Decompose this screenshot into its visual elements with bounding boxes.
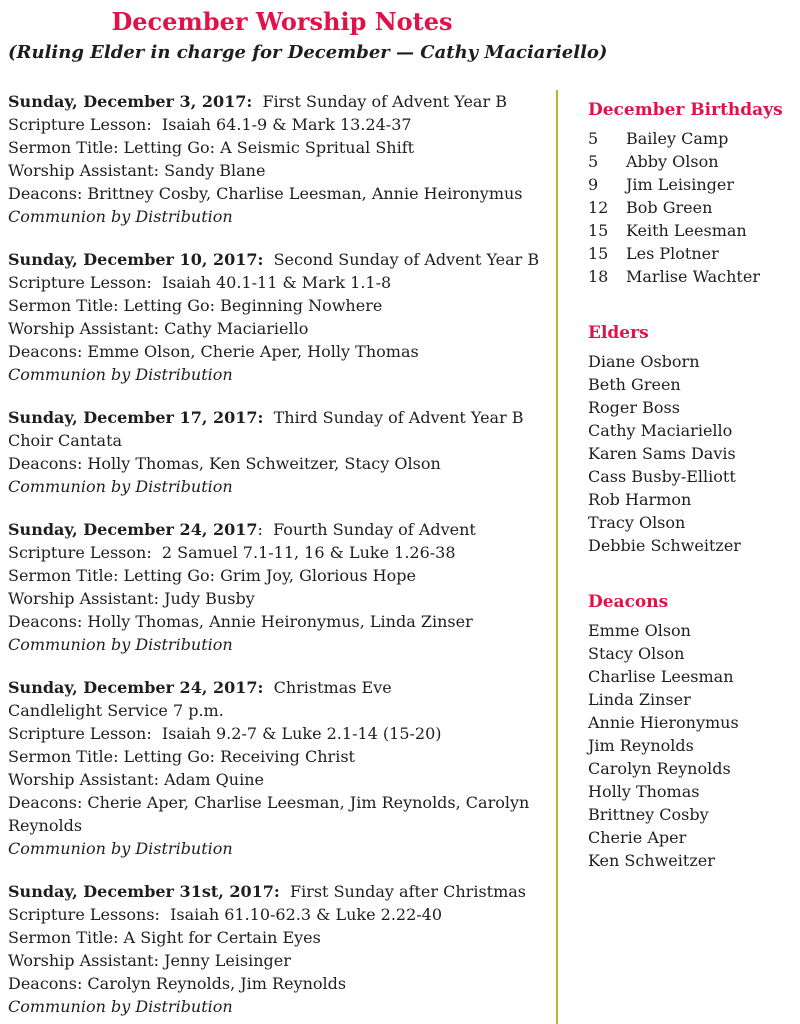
communion-note: Communion by Distribution bbox=[8, 207, 233, 226]
service-name: Second Sunday of Advent Year B bbox=[263, 250, 540, 269]
deacons-title: Deacons bbox=[588, 592, 669, 612]
birthday-day: 12 bbox=[588, 198, 609, 217]
sermon-title-line: Sermon Title: Letting Go: A Seismic Spritual Shift bbox=[8, 138, 415, 157]
deacon-name: Charlise Leesman bbox=[588, 667, 734, 686]
scripture-lesson-line: Scripture Lesson: Isaiah 64.1-9 & Mark 13.24-37 bbox=[8, 115, 412, 134]
deacon-name: Emme Olson bbox=[588, 621, 691, 640]
deacon-name: Holly Thomas bbox=[588, 782, 700, 801]
service-date: Sunday, December 24, 2017 bbox=[8, 520, 258, 539]
deacons-line: Deacons: Holly Thomas, Ken Schweitzer, Stacy Olson bbox=[8, 454, 441, 473]
worship-notes-column bbox=[8, 90, 556, 1024]
communion-note: Communion by Distribution bbox=[8, 997, 233, 1016]
elder-name: Cass Busby-Elliott bbox=[588, 467, 736, 486]
content-columns bbox=[8, 90, 800, 1024]
birthday-name: Keith Leesman bbox=[626, 221, 747, 240]
service-heading bbox=[8, 518, 550, 541]
elder-name: Diane Osborn bbox=[588, 352, 700, 371]
birthday-name: Abby Olson bbox=[626, 152, 719, 171]
elders-section bbox=[588, 322, 796, 557]
elder-name: Rob Harmon bbox=[588, 490, 692, 509]
birthday-item bbox=[588, 127, 796, 150]
deacons-line: Deacons: Brittney Cosby, Charlise Leesman, Annie Heironymus bbox=[8, 184, 523, 203]
service-entry-dec-24-morning bbox=[8, 518, 550, 656]
deacon-name: Annie Hieronymus bbox=[588, 713, 739, 732]
communion-note: Communion by Distribution bbox=[8, 839, 233, 858]
worship-assistant-line: Worship Assistant: Adam Quine bbox=[8, 770, 264, 789]
communion-note: Communion by Distribution bbox=[8, 365, 233, 384]
deacon-name: Stacy Olson bbox=[588, 644, 685, 663]
deacon-name: Linda Zinser bbox=[588, 690, 691, 709]
elder-name: Karen Sams Davis bbox=[588, 444, 736, 463]
service-date: Sunday, December 31st, 2017: bbox=[8, 882, 280, 901]
choir-cantata-line: Choir Cantata bbox=[8, 431, 123, 450]
service-name: First Sunday after Christmas bbox=[279, 882, 527, 901]
worship-assistant-line: Worship Assistant: Cathy Maciariello bbox=[8, 319, 309, 338]
service-date: Sunday, December 24, 2017: bbox=[8, 678, 264, 697]
candlelight-service-line: Candlelight Service 7 p.m. bbox=[8, 701, 224, 720]
elder-name: Cathy Maciariello bbox=[588, 421, 733, 440]
service-heading bbox=[8, 676, 550, 699]
service-date: Sunday, December 3, 2017: bbox=[8, 92, 253, 111]
service-heading bbox=[8, 880, 550, 903]
birthday-item bbox=[588, 242, 796, 265]
birthdays-section bbox=[588, 99, 796, 288]
service-name: First Sunday of Advent Year B bbox=[252, 92, 507, 111]
service-name: Christmas Eve bbox=[263, 678, 392, 697]
deacon-name: Jim Reynolds bbox=[588, 736, 694, 755]
birthday-day: 9 bbox=[588, 175, 599, 194]
deacons-line: Deacons: Cherie Aper, Charlise Leesman, Jim Reynolds, Carolyn Reynolds bbox=[8, 793, 535, 835]
communion-note: Communion by Distribution bbox=[8, 477, 233, 496]
service-entry-dec-10 bbox=[8, 248, 550, 386]
birthday-day: 5 bbox=[588, 129, 599, 148]
birthday-day: 18 bbox=[588, 267, 609, 286]
deacon-name: Cherie Aper bbox=[588, 828, 687, 847]
service-heading bbox=[8, 406, 550, 429]
communion-note: Communion by Distribution bbox=[8, 635, 233, 654]
birthday-item bbox=[588, 265, 796, 288]
service-entry-dec-17 bbox=[8, 406, 550, 498]
birthday-item bbox=[588, 150, 796, 173]
sidebar-column bbox=[556, 90, 800, 1024]
elder-name: Tracy Olson bbox=[588, 513, 686, 532]
service-entry-christmas-eve bbox=[8, 676, 550, 860]
deacon-name: Ken Schweitzer bbox=[588, 851, 715, 870]
worship-assistant-line: Worship Assistant: Sandy Blane bbox=[8, 161, 266, 180]
birthday-name: Bob Green bbox=[626, 198, 713, 217]
elders-title: Elders bbox=[588, 323, 649, 343]
birthday-name: Les Plotner bbox=[626, 244, 719, 263]
service-entry-dec-31 bbox=[8, 880, 550, 1018]
elder-name: Beth Green bbox=[588, 375, 681, 394]
scripture-lesson-line: Scripture Lesson: Isaiah 9.2-7 & Luke 2.1-14 (15-20) bbox=[8, 724, 442, 743]
service-entry-dec-3 bbox=[8, 90, 550, 228]
birthday-day: 15 bbox=[588, 244, 609, 263]
sermon-title-line: Sermon Title: Letting Go: Receiving Christ bbox=[8, 747, 355, 766]
deacons-section bbox=[588, 591, 796, 872]
service-heading bbox=[8, 90, 550, 113]
birthday-name: Marlise Wachter bbox=[626, 267, 760, 286]
birthday-day: 5 bbox=[588, 152, 599, 171]
service-heading bbox=[8, 248, 550, 271]
birthday-name: Jim Leisinger bbox=[626, 175, 734, 194]
scripture-lesson-line: Scripture Lesson: 2 Samuel 7.1-11, 16 & Luke 1.26-38 bbox=[8, 543, 456, 562]
scripture-lesson-line: Scripture Lesson: Isaiah 40.1-11 & Mark 1.1-8 bbox=[8, 273, 392, 292]
worship-assistant-line: Worship Assistant: Jenny Leisinger bbox=[8, 951, 291, 970]
service-date: Sunday, December 10, 2017: bbox=[8, 250, 264, 269]
page-subtitle: (Ruling Elder in charge for December — Cathy Maciariello) bbox=[8, 42, 608, 63]
birthdays-title: December Birthdays bbox=[588, 100, 783, 120]
deacons-line: Deacons: Carolyn Reynolds, Jim Reynolds bbox=[8, 974, 347, 993]
deacons-line: Deacons: Emme Olson, Cherie Aper, Holly Thomas bbox=[8, 342, 419, 361]
birthday-item bbox=[588, 219, 796, 242]
sermon-title-line: Sermon Title: A Sight for Certain Eyes bbox=[8, 928, 321, 947]
elder-name: Debbie Schweitzer bbox=[588, 536, 741, 555]
service-name: Third Sunday of Advent Year B bbox=[263, 408, 524, 427]
deacons-line: Deacons: Holly Thomas, Annie Heironymus, Linda Zinser bbox=[8, 612, 473, 631]
birthday-day: 15 bbox=[588, 221, 609, 240]
elder-name: Roger Boss bbox=[588, 398, 680, 417]
worship-assistant-line: Worship Assistant: Judy Busby bbox=[8, 589, 255, 608]
page-title: December Worship Notes bbox=[111, 7, 453, 36]
scripture-lesson-line: Scripture Lessons: Isaiah 61.10-62.3 & Luke 2.22-40 bbox=[8, 905, 443, 924]
service-date: Sunday, December 17, 2017: bbox=[8, 408, 264, 427]
birthday-item bbox=[588, 173, 796, 196]
sermon-title-line: Sermon Title: Letting Go: Beginning Nowhere bbox=[8, 296, 383, 315]
birthday-name: Bailey Camp bbox=[626, 129, 729, 148]
service-name: : Fourth Sunday of Advent bbox=[257, 520, 476, 539]
sermon-title-line: Sermon Title: Letting Go: Grim Joy, Glorious Hope bbox=[8, 566, 416, 585]
deacon-name: Brittney Cosby bbox=[588, 805, 709, 824]
birthday-item bbox=[588, 196, 796, 219]
deacon-name: Carolyn Reynolds bbox=[588, 759, 731, 778]
